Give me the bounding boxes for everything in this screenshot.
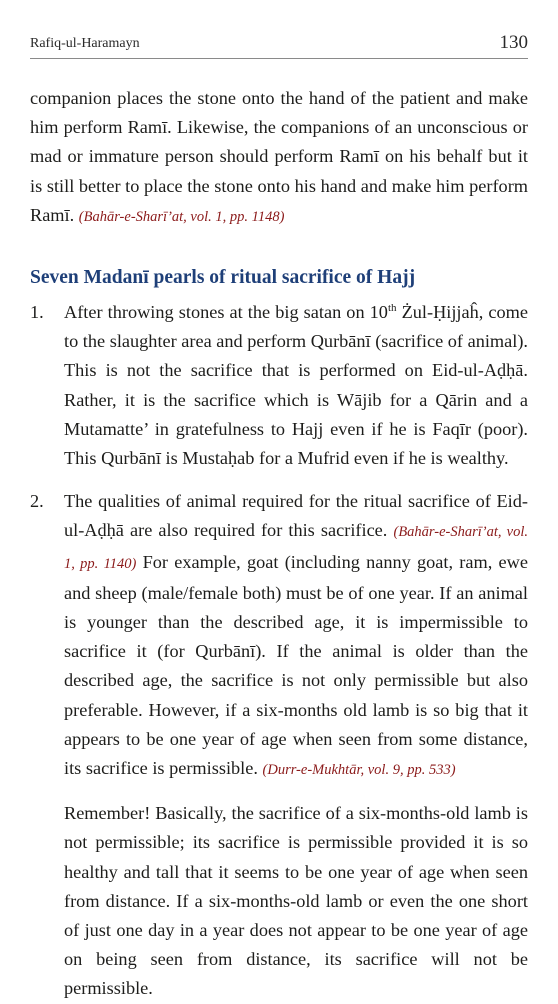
- page-number: 130: [499, 32, 528, 53]
- remember-paragraph: Remember! Basically, the sacrifice of a six-months-old lamb is not permissible; its sacrifice is permissible provided it is so healthy and tall that it seems to be one year of age when seen from distance. If a six-months-old lamb or even the one short of just one day in a year does not appear to be one year of age on being seen from distance, its sacrifice will not be permissible.: [64, 803, 528, 999]
- list-item-1-text-b: Żul-Ḥijjaĥ, come to the slaughter area and perform Qurbānī (sacrifice of animal). This is not the sacrifice that is performed on Eid-ul-Aḍḥā. Rather, it is the sacrifice which is Wājib for a Qārin and a Mutamatte’ in gratefulness to Hajj even if he is Faqīr (poor). This Qurbānī is Mustaḥab for a Mufrid even if he is wealthy.: [64, 302, 529, 469]
- intro-text: companion places the stone onto the hand of the patient and make him perform Ramī. Likewise, the companions of an unconscious or mad or immature person should perform Ramī on his behalf but it is still better to place the stone onto his hand and make him perform Ramī.: [30, 88, 528, 225]
- list-item-2-paragraph: [64, 487, 528, 785]
- page-header: [30, 30, 528, 59]
- list-item-2: [30, 487, 528, 785]
- list-item-2-citation-b: (Durr-e-Mukhtār, vol. 9, pp. 533): [262, 762, 456, 779]
- running-title: Rafiq-ul-Haramayn: [30, 36, 140, 51]
- list-item-1-number: 1.: [30, 302, 44, 323]
- intro-citation: (Bahār-e-Sharī’at, vol. 1, pp. 1148): [78, 208, 285, 225]
- list-item-1: [30, 298, 528, 473]
- list-item-1-body: [64, 298, 528, 473]
- list-item-2-citation-a: (Bahār-e-Sharī’at, vol. 1, pp. 1140): [64, 524, 529, 572]
- list-item-1-sup: th: [387, 302, 397, 315]
- list-item-2-number: 2.: [30, 491, 44, 512]
- page-body: [30, 84, 528, 1004]
- list-item-1-paragraph: [64, 298, 528, 473]
- list-item-1-text-a: After throwing stones at the big satan on 10: [64, 302, 388, 323]
- list-item-2-text-a: The qualities of animal required for the ritual sacrifice of Eid-ul-Aḍḥā are also required for this sacrifice.: [64, 491, 528, 541]
- intro-paragraph: [30, 84, 528, 232]
- list-item-2-body: [64, 487, 528, 785]
- section-heading: Seven Madanī pearls of ritual sacrifice of Hajj: [30, 267, 416, 289]
- list-item-2-text-b: For example, goat (including nanny goat, ram, ewe and sheep (male/female both) must be of one year. If an animal is younger than the described age, it is impermissible to sacrifice it (for Qurbānī). If the animal is older than the described age, the sacrifice is not only permissible but also preferable. However, if a six-months old lamb is so big that it appears to be one year of age when seen from some distance, its sacrifice is permissible.: [64, 551, 528, 779]
